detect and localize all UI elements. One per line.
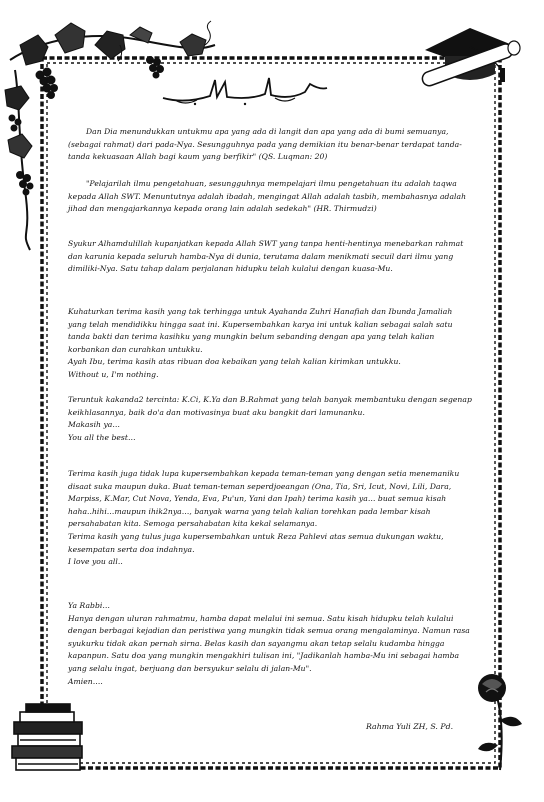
verse-text: Dan Dia menundukkan untukmu apa yang ada di langit dan apa yang ada di bumi semuanya, (sebagai rahmat) dari pada-Nya. Sesungguhnya pada yang demikian itu benar-benar terdapat tanda-tanda kekuasaan Allah bagi kaum yang berfikir" (QS. Luqman: 20) bbox=[68, 127, 462, 162]
love-text: I love you all.. bbox=[68, 557, 123, 567]
teman-text: Terima kasih juga tidak lupa kupersembahkan kepada teman-teman yang dengan setia menemaniku disaat suka maupun duka. Buat teman-teman seperdjoeangan (Ona, Tia, Sri, Icut, Novi, Lili, Dara, Marpiss, K.Mar, Cut Nova, Yenda, Eva, Pu'un, Yani dan Ipah) terima kasih ya… buat semua kisah haha..hihi…maupun ihik2nya…, banyak warna yang telah kalian torehkan pada lembar kisah persahabatan kita. Semoga persahabatan kita kekal selamanya. bbox=[68, 469, 460, 529]
amien-text: Amien…. bbox=[68, 676, 103, 686]
signature: Rahma Yuli ZH, S. Pd. bbox=[366, 722, 454, 731]
verse-quote bbox=[68, 126, 472, 164]
rabbi-text: Ya Rabbi… bbox=[68, 601, 110, 610]
hanya-text: Hanya dengan uluran rahmatmu, hamba dapat melalui ini semua. Satu kisah hidupku telah kulalui dengan berbagai kejadian dan peristiwa yang mungkin tidak semua orang mengalaminya. Namun rasa syukurku tidak akan pernah sirna. Belas kasih dan sayangmu akan tetap selalu kudamba hingga kapanpun. Satu doa yang mungkin mengakhiri tulisan ini, "Jadikanlah hamba-Mu ini sebagai hamba yang selalu ingat, berjuang dan bersyukur selalu di jalan-Mu". bbox=[68, 613, 470, 673]
basmalah-calligraphy bbox=[155, 70, 335, 108]
reza-text: Terima kasih yang tulus juga kupersembahkan untuk Reza Pahlevi atas semua dukungan waktu, kesempatan serta doa indahnya. bbox=[68, 531, 444, 554]
ayah-text: Kuhaturkan terima kasih yang tak terhingga untuk Ayahanda Zuhri Hanafiah dan Ibunda Jamaliah yang telah mendidikku hingga saat ini. Kupersembahkan karya ini untuk kalian sebagai salah satu tanda bakti dan terima kasihku yang mungkin belum sebanding dengan apa yang telah kalian korbankan dan curahkan untukku. bbox=[68, 307, 453, 354]
without-text: Without u, I'm nothing. bbox=[68, 369, 159, 379]
book-stack-icon bbox=[12, 704, 82, 770]
friends-paragraph bbox=[68, 468, 472, 569]
best-text: You all the best… bbox=[68, 432, 136, 442]
prayer-paragraph bbox=[68, 600, 472, 688]
hadith-quote bbox=[68, 178, 472, 216]
kakanda-text: Teruntuk kakanda2 tercinta: K.Ci, K.Ya dan B.Rahmat yang telah banyak membantuku dengan segenap keikhlasannya, baik do'a dan motivasinya buat aku bangkit dari lamunanku. bbox=[68, 395, 472, 417]
parents-paragraph bbox=[68, 306, 472, 382]
hadith-text: "Pelajarilah ilmu pengetahuan, sesungguhnya mempelajari ilmu pengetahuan itu adalah taqwa kepada Allah SWT. Menuntutnya adalah ibadah, mengingat Allah adalah tasbih, membahasnya adalah jihad dan mengajarkannya kepada orang lain adalah sedekah" (HR. Thirmudzi) bbox=[68, 179, 467, 214]
makasih-text: Makasih ya… bbox=[68, 420, 121, 430]
basmalah bbox=[155, 70, 335, 108]
thanks-god-paragraph bbox=[68, 238, 472, 276]
ibu-text: Ayah Ibu, terima kasih atas ribuan doa kebaikan yang telah kalian kirimkan untukku. bbox=[68, 357, 401, 367]
syukur-text: Syukur Alhamdulillah kupanjatkan kepada Allah SWT yang tanpa henti-hentinya menebarkan rahmat dan karunia kepada seluruh hamba-Nya di dunia, terutama dalam menikmati secuil dari ilmu yang dimiliki-Nya. Satu tahap dalam perjalanan hidupku telah kulalui dengan kuasa-Mu. bbox=[68, 239, 464, 274]
siblings-paragraph bbox=[68, 394, 472, 444]
